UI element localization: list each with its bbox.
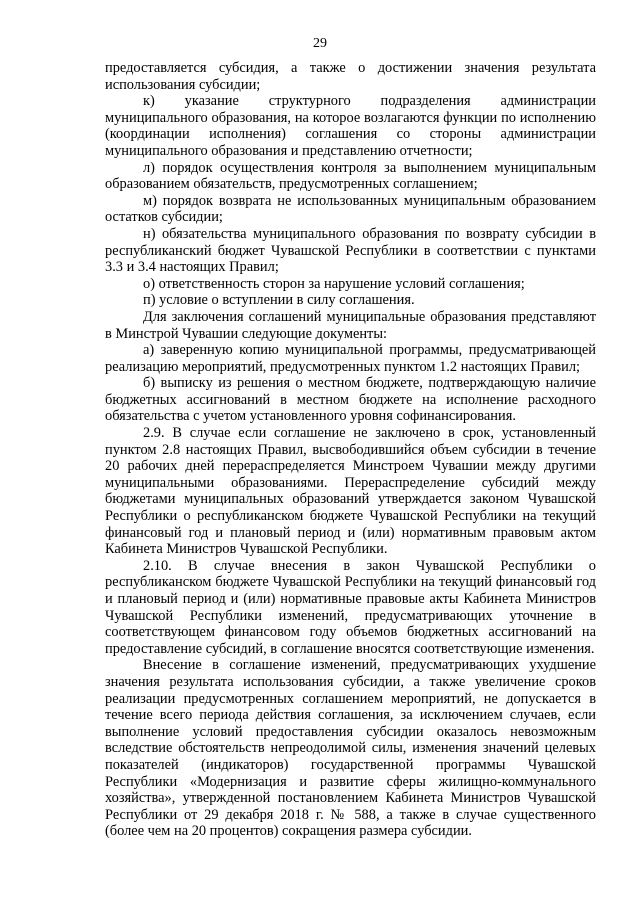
paragraph-item-l: л) порядок осуществления контроля за выполнением муниципальным образованием обязательств, предусмотренных соглашением; (105, 159, 596, 193)
paragraph-clause-2-10: 2.10. В случае внесения в закон Чувашской Республики о республиканском бюджете Чувашской Республики на текущий финансовый год и плановый период и (или) нормативные правовые акты Кабинета Министров Чувашской Республики изменений, предусматривающих уточнение в соответствующем финансовом году объемов бюджетных ассигнований на предоставление субсидий, в соглашение вносятся соответствующие изменения. (105, 557, 596, 657)
paragraph-item-p: п) условие о вступлении в силу соглашения. (143, 292, 415, 309)
paragraph-clause-2-9: 2.9. В случае если соглашение не заключено в срок, установленный пунктом 2.8 настоящих Правил, высвободившийся объем субсидии в течение 20 рабочих дней перераспределяется Минстроем Чувашии между другими муниципальными образованиями. Перераспределение субсидий между бюджетами муниципальных образований утверждается законом Чувашской Республики о республиканском бюджете Чувашской Республики на текущий финансовый год и плановый период и (или) нормативным правовым актом Кабинета Министров Чувашской Республики. (105, 425, 596, 558)
paragraph-continuation: предоставляется субсидия, а также о достижении значения результата использования субсидии; (105, 60, 596, 93)
paragraph-item-k: к) указание структурного подразделения администрации муниципального образования, на которое возлагаются функции по исполнению (координации исполнения) соглашения со стороны администрации муниципального образования и представлению отчетности; (105, 93, 596, 159)
paragraph-amendments: Внесение в соглашение изменений, предусматривающих ухудшение значения результата использования субсидии, а также увеличение сроков реализации предусмотренных соглашением мероприятий, не допускается в течение всего периода действия соглашения, за исключением случаев, если выполнение условий предоставления субсидии оказалось невозможным вследствие обстоятельств непреодолимой силы, изменения значений целевых показателей (индикаторов) государственной программы Чувашской Республики «Модернизация и развитие сферы жилищно-коммунального хозяйства», утвержденной постановлением Кабинета Министров Чувашской Республики от 29 декабря 2018 г. № 588, а также в случае существенного (более чем на 20 процентов) сокращения размера субсидии. (105, 657, 596, 840)
paragraph-documents-intro: Для заключения соглашений муниципальные образования представляют в Минстрой Чувашии следующие документы: (105, 308, 596, 342)
document-body (105, 60, 596, 840)
paragraph-item-o: о) ответственность сторон за нарушение условий соглашения; (143, 275, 525, 292)
paragraph-item-n: н) обязательства муниципального образования по возврату субсидии в республиканский бюджет Чувашской Республики в соответствии с пунктами 3.3 и 3.4 настоящих Правил; (105, 225, 596, 276)
paragraph-item-a: а) заверенную копию муниципальной программы, предусматривающей реализацию мероприятий, предусмотренных пунктом 1.2 настоящих Правил; (105, 342, 596, 375)
paragraph-item-b: б) выписку из решения о местном бюджете, подтверждающую наличие бюджетных ассигнований в местном бюджете на исполнение расходного обязательства с учетом установленного уровня софинансирования. (105, 375, 596, 425)
page-number: 29 (313, 36, 327, 51)
paragraph-item-m: м) порядок возврата не использованных муниципальным образованием остатков субсидии; (105, 192, 596, 226)
